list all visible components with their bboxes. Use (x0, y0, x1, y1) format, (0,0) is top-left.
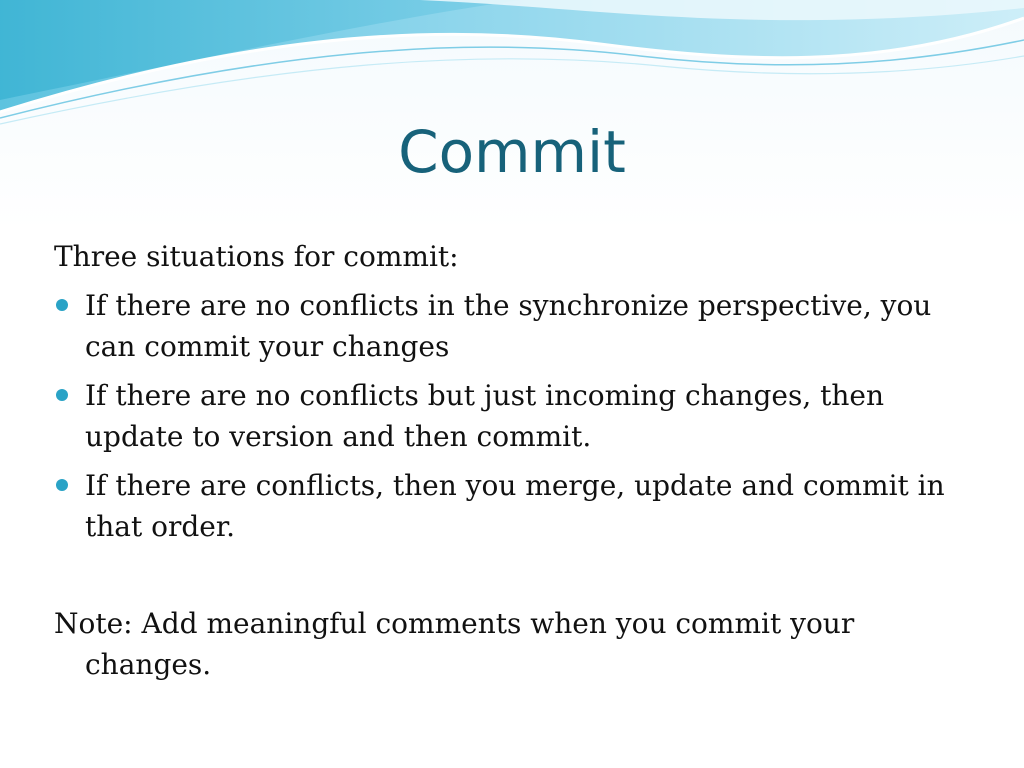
bullet-icon (56, 479, 68, 491)
slide-title: Commit (398, 118, 626, 186)
slide-body (54, 236, 974, 685)
note-text: Note: Add meaningful comments when you commit your changes. (54, 607, 855, 681)
bullet-icon (56, 299, 68, 311)
list-item (54, 375, 974, 457)
bullet-text: If there are conflicts, then you merge, update and commit in that order. (85, 469, 945, 543)
decorative-wave (0, 0, 1024, 130)
bullet-list (54, 285, 974, 547)
intro-text: Three situations for commit: (54, 240, 459, 273)
bullet-text: If there are no conflicts but just incoming changes, then update to version and then commit. (85, 379, 885, 453)
bullet-text: If there are no conflicts in the synchronize perspective, you can commit your changes (85, 289, 932, 363)
bullet-icon (56, 389, 68, 401)
list-item (54, 465, 974, 547)
list-item (54, 285, 974, 367)
